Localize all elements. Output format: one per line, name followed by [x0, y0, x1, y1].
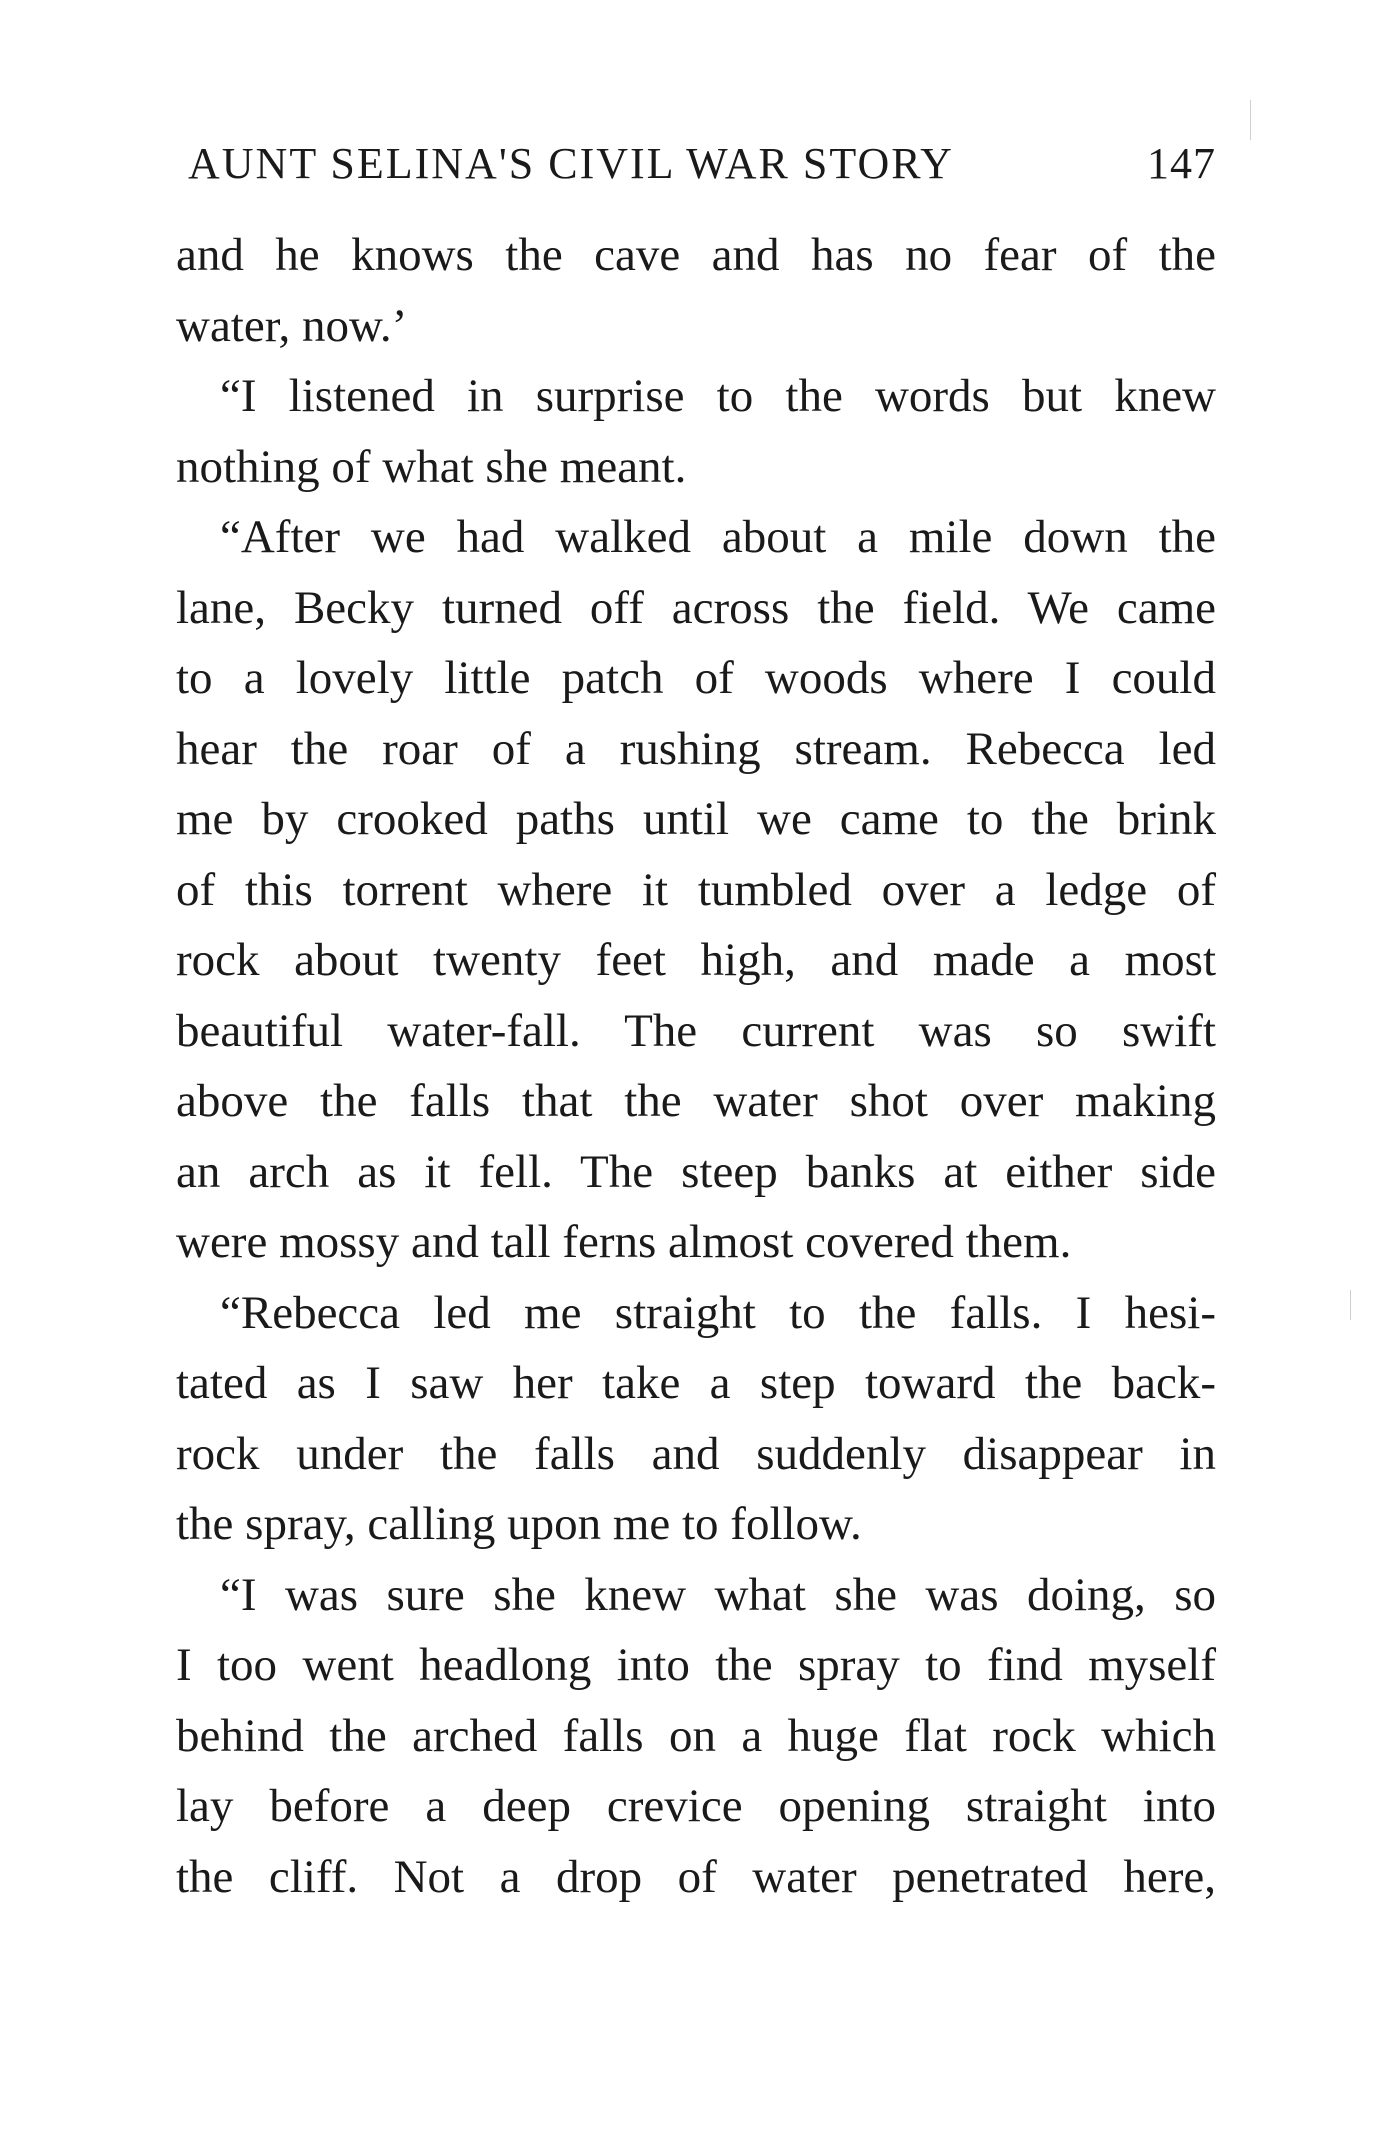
- text-line: rock under the falls and suddenly disappear in: [176, 1427, 1216, 1480]
- text-line: “I listened in surprise to the words but knew: [220, 370, 1216, 422]
- text-line: above the falls that the water shot over making: [176, 1075, 1216, 1127]
- text-line: tated as I saw her take a step toward the back-: [176, 1357, 1216, 1409]
- text-line: to a lovely little patch of woods where I could: [176, 652, 1216, 704]
- text-line: hear the roar of a rushing stream. Rebecca led: [176, 722, 1216, 775]
- running-header: [176, 138, 1216, 198]
- page-number: 147: [1147, 139, 1216, 188]
- text-line: the spray, calling upon me to follow.: [176, 1498, 862, 1550]
- text-line: me by crooked paths until we came to the brink: [176, 793, 1216, 845]
- text-line: I too went headlong into the spray to find myself: [176, 1639, 1216, 1691]
- scan-artifact: [1250, 100, 1251, 140]
- text-line: behind the arched falls on a huge flat rock which: [176, 1709, 1216, 1762]
- text-line: rock about twenty feet high, and made a most: [176, 934, 1216, 986]
- text-line: of this torrent where it tumbled over a ledge of: [176, 863, 1216, 916]
- text-line: nothing of what she meant.: [176, 440, 687, 493]
- text-line: were mossy and tall ferns almost covered them.: [176, 1216, 1072, 1268]
- text-line: an arch as it fell. The steep banks at either side: [176, 1145, 1216, 1198]
- text-line: “After we had walked about a mile down the: [220, 511, 1216, 563]
- text-line: lane, Becky turned off across the field. We came: [176, 581, 1216, 634]
- text-line: the cliff. Not a drop of water penetrated here,: [176, 1850, 1216, 1903]
- text-line: “I was sure she knew what she was doing, so: [220, 1568, 1216, 1621]
- page-body: [176, 220, 1216, 1912]
- text-line: beautiful water-fall. The current was so swift: [176, 1004, 1216, 1057]
- text-line: “Rebecca led me straight to the falls. I hesi-: [220, 1286, 1216, 1339]
- running-title: AUNT SELINA'S CIVIL WAR STORY: [188, 139, 954, 188]
- scan-artifact: [1350, 1290, 1351, 1320]
- text-line: lay before a deep crevice opening straight into: [176, 1780, 1216, 1832]
- text-line: and he knows the cave and has no fear of the: [176, 229, 1216, 281]
- text-line: water, now.’: [176, 299, 408, 352]
